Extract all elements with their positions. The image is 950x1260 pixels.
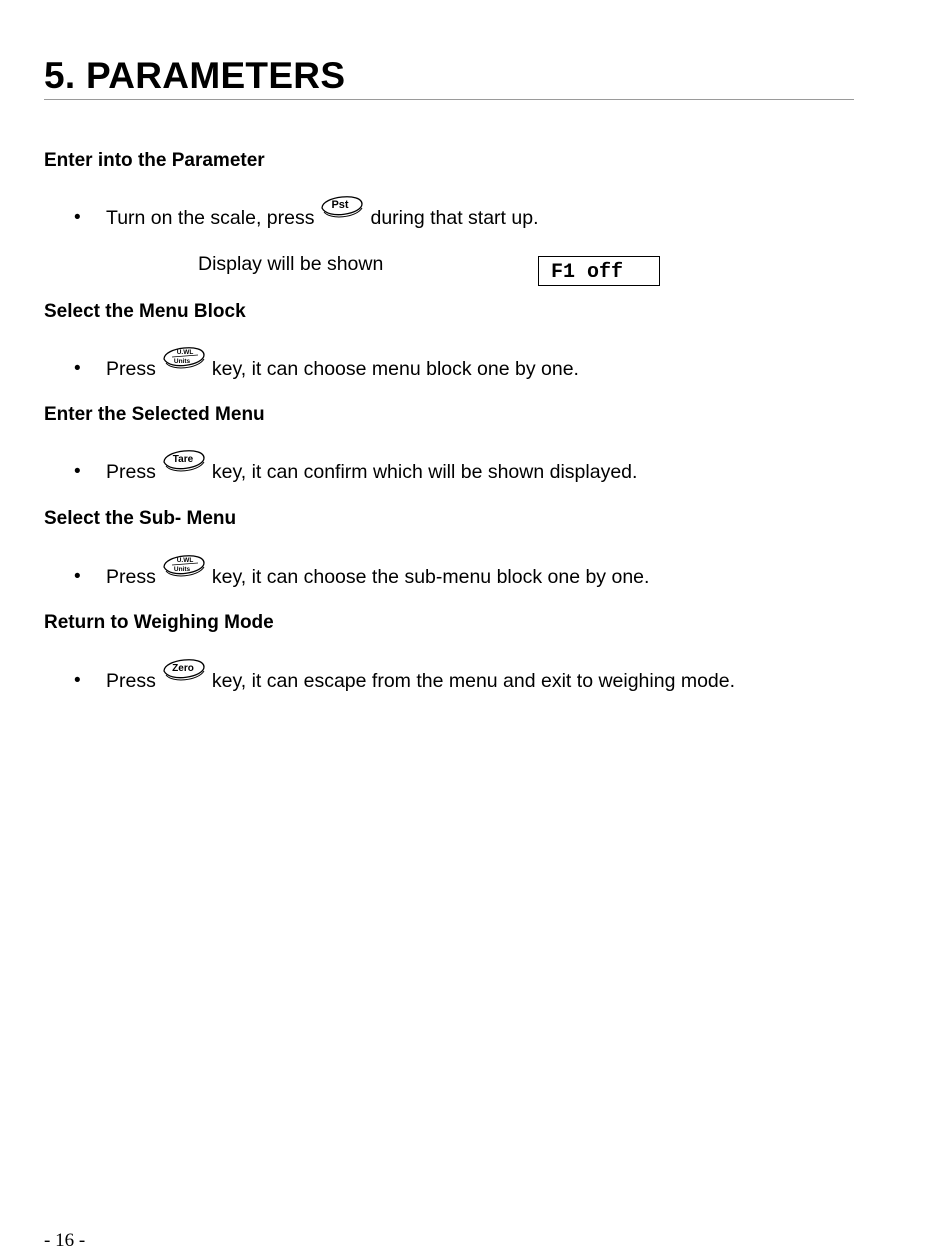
- bullet-text-before: Press: [106, 670, 156, 692]
- bullet-text-before: Press: [106, 358, 156, 380]
- page-title: 5. PARAMETERS: [44, 55, 346, 96]
- lcd-display-value: F1 off: [551, 261, 624, 284]
- bullet-text-after: key, it can choose the sub-menu block one by one.: [211, 566, 650, 588]
- heading-select-sub-menu: Select the Sub- Menu: [44, 508, 237, 529]
- bullet-icon: •: [74, 566, 81, 587]
- units-key-bottom-label: Units: [173, 566, 190, 573]
- units-key-top-label: U.WL: [176, 349, 194, 356]
- bullet-icon: •: [74, 207, 81, 228]
- units-key-icon: [160, 549, 208, 583]
- bullet-icon: •: [74, 461, 81, 482]
- bullet-text-after: key, it can choose menu block one by one.: [211, 358, 579, 380]
- bullet-text-after: during that start up.: [370, 207, 539, 229]
- heading-select-menu-block: Select the Menu Block: [44, 301, 246, 322]
- tare-key-icon: [160, 444, 208, 478]
- tare-key-label: Tare: [172, 454, 194, 465]
- heading-enter-parameter: Enter into the Parameter: [44, 150, 265, 171]
- bullet-text-before: Press: [106, 566, 156, 588]
- units-key-icon: [160, 341, 208, 375]
- bullet-text-before: Press: [106, 461, 156, 483]
- lcd-display: [538, 256, 660, 286]
- bullet-icon: •: [74, 670, 81, 691]
- bullet-text-after: key, it can confirm which will be shown displayed.: [211, 461, 638, 483]
- heading-enter-selected-menu: Enter the Selected Menu: [44, 404, 265, 425]
- bullet-icon: •: [74, 358, 81, 379]
- zero-key-icon: [160, 653, 208, 687]
- pst-key-label: Pst: [331, 199, 350, 211]
- units-key-top-label: U.WL: [176, 557, 194, 564]
- zero-key-label: Zero: [172, 663, 194, 674]
- title-divider: [44, 99, 854, 100]
- bullet-text-before: Turn on the scale, press: [106, 207, 315, 229]
- pst-key-icon: [318, 190, 366, 224]
- units-key-bottom-label: Units: [173, 358, 190, 365]
- heading-return-weighing-mode: Return to Weighing Mode: [44, 612, 274, 633]
- page-number: - 16 -: [44, 1230, 86, 1251]
- bullet-text-after: key, it can escape from the menu and exit to weighing mode.: [211, 670, 736, 692]
- display-caption: Display will be shown: [198, 253, 384, 275]
